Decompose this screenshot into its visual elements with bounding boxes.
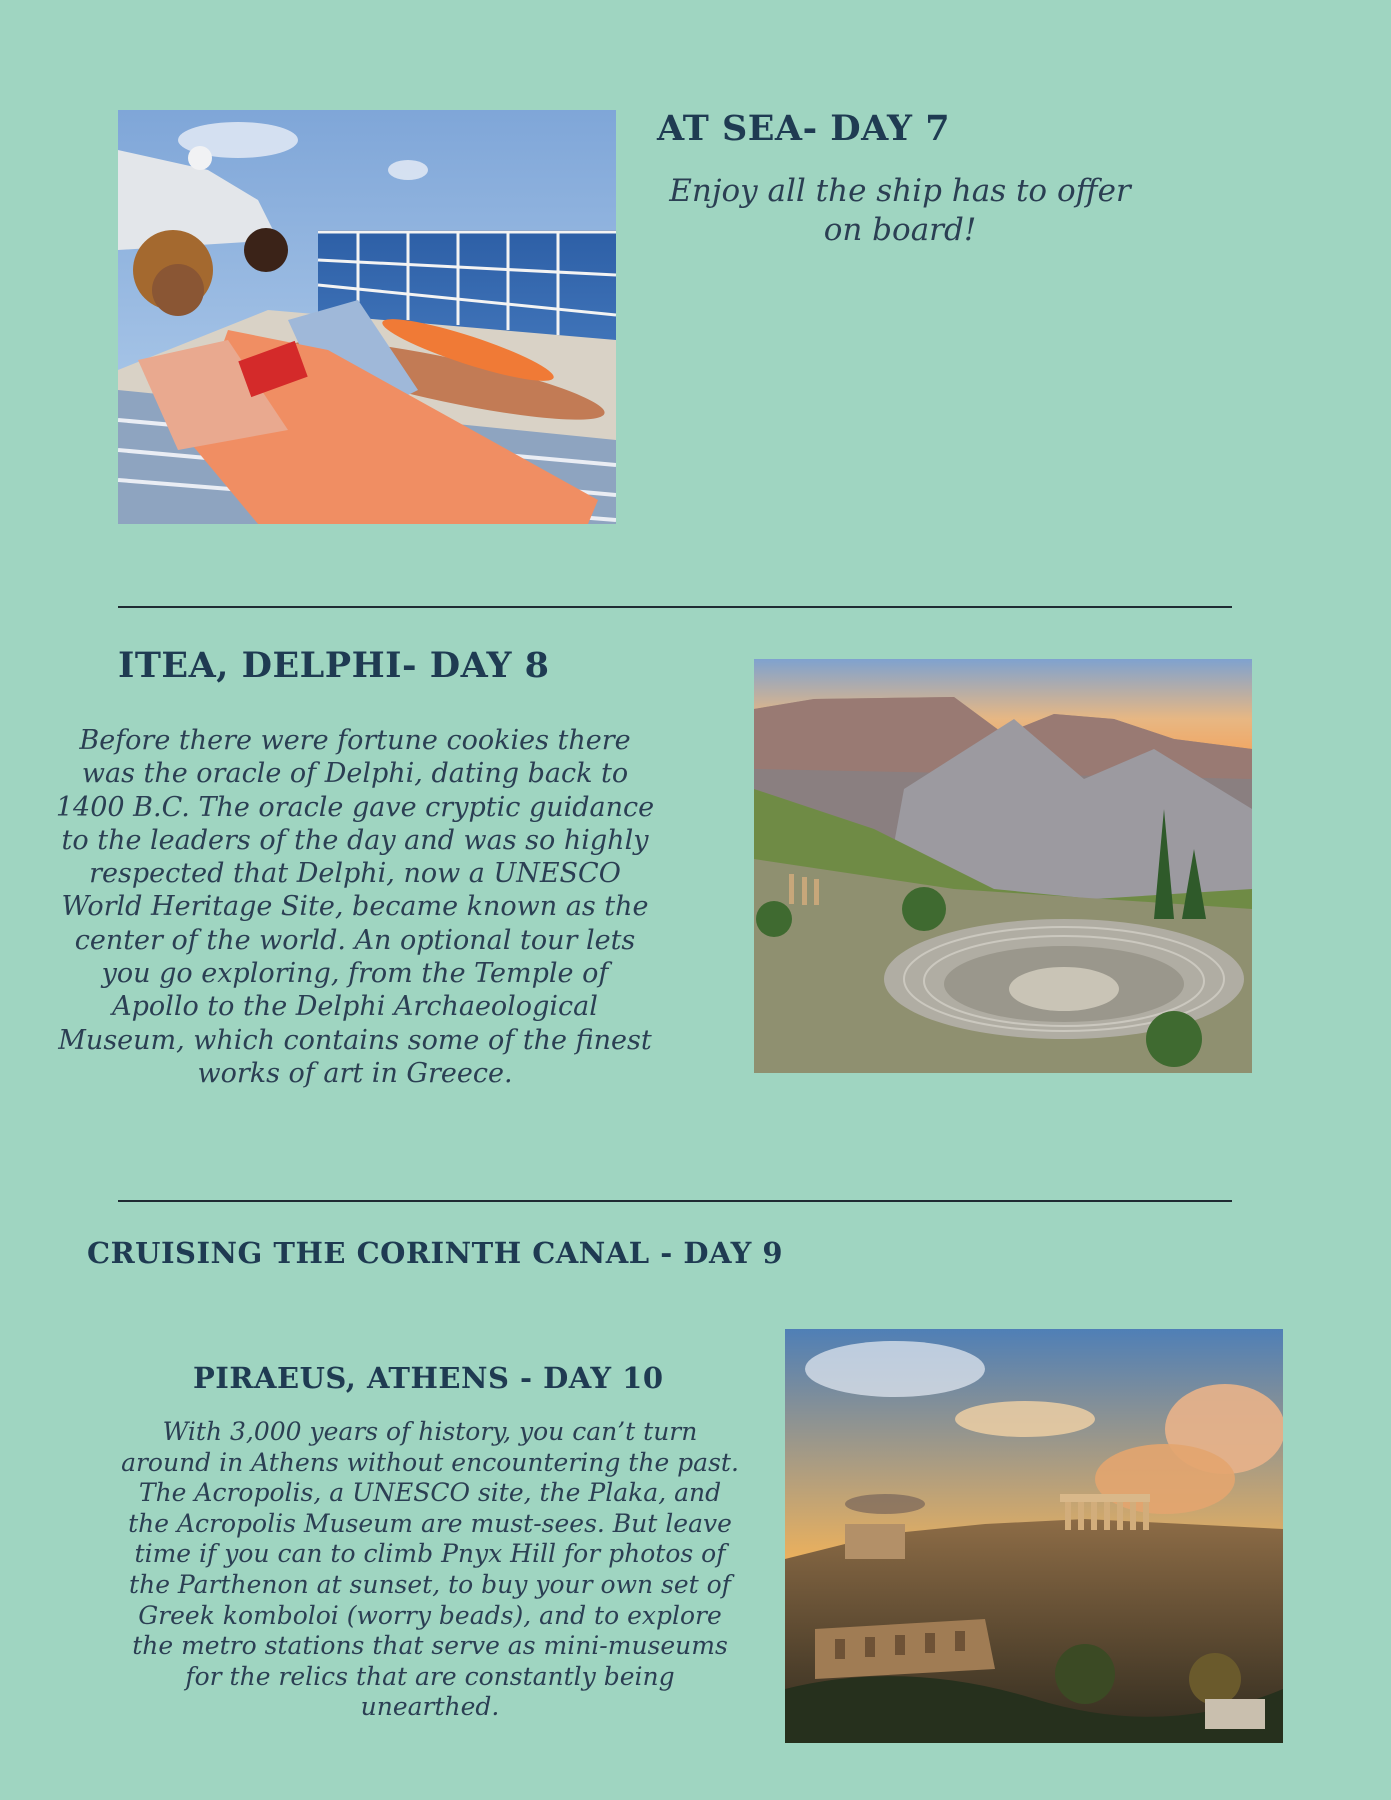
day8-description: Before there were fortune cookies there was the oracle of Delphi, dating back to 1400 B.C. The oracle gave cryptic guidance to the leaders of the day and was so highly respected that Delphi, now a UNESCO World Heritage Site, became known as the center of the world. An optional tour lets you go exploring, from the Temple of Apollo to the Delphi Archaeological Museum, which contains some of the finest works of art in Greece. [55, 725, 655, 1089]
section-divider-1 [118, 606, 1232, 608]
day9-title: CRUISING THE CORINTH CANAL - DAY 9 [87, 1236, 784, 1270]
section-divider-2 [118, 1200, 1232, 1202]
athens-acropolis-photo [785, 1329, 1283, 1743]
delphi-photo [754, 659, 1252, 1073]
day7-description: Enjoy all the ship has to offer on board! [669, 173, 1131, 248]
day10-title: PIRAEUS, ATHENS - DAY 10 [193, 1361, 664, 1395]
day8-title: ITEA, DELPHI- DAY 8 [118, 645, 550, 686]
ship-deck-photo [118, 110, 616, 524]
day7-title: AT SEA- DAY 7 [657, 108, 951, 149]
day10-description: With 3,000 years of history, you can’t turn around in Athens without encountering the past. The Acropolis, a UNESCO site, the Plaka, and the Acropolis Museum are must-sees. But leave time if you can to climb Pnyx Hill for photos of the Parthenon at sunset, to buy your own set of Greek komboloi (worry beads), and to explore the metro stations that serve as mini-museums for the relics that are constantly being unearthed. [121, 1417, 739, 1722]
